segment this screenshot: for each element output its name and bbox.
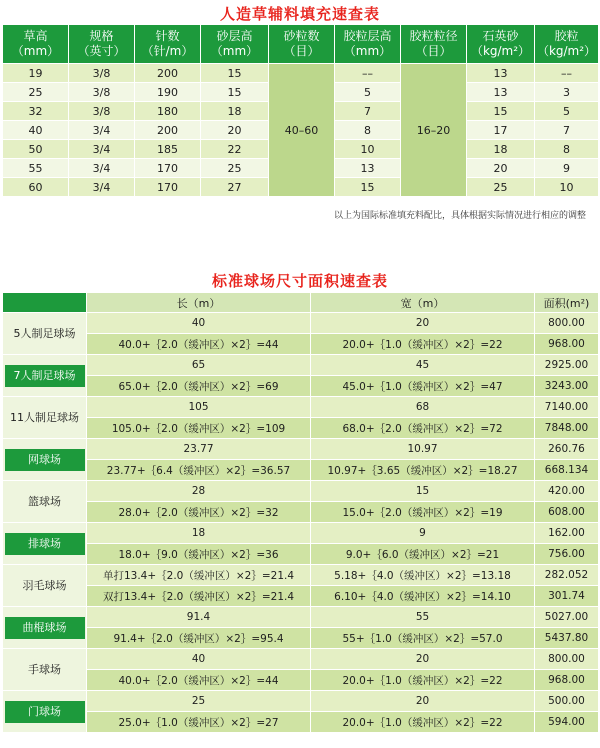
table-row — [3, 523, 599, 544]
court-name-cell — [3, 607, 87, 649]
court-name: 5人制足球场 — [13, 326, 76, 340]
header-rubber-height: 胶粒层高 （mm） — [335, 25, 401, 64]
table-row — [3, 439, 599, 460]
cell: 15 — [311, 481, 535, 502]
cell: 25 — [467, 178, 535, 197]
table-row — [3, 607, 599, 628]
cell: 20.0+｛1.0（缓冲区）×2｝=22 — [311, 334, 535, 355]
cell: 40.0+｛2.0（缓冲区）×2｝=44 — [87, 670, 311, 691]
cell: 27 — [201, 178, 269, 197]
cell: 55 — [3, 159, 69, 178]
cell: 91.4+｛2.0（缓冲区）×2｝=95.4 — [87, 628, 311, 649]
cell: 7 — [535, 121, 599, 140]
cell: 185 — [135, 140, 201, 159]
cell: 282.052 — [535, 565, 599, 586]
table-row — [3, 334, 599, 355]
cell: 3/4 — [69, 159, 135, 178]
court-name: 排球场 — [5, 533, 85, 555]
table-row — [3, 670, 599, 691]
table-row — [3, 313, 599, 334]
cell: 10.97 — [311, 439, 535, 460]
cell: 20.0+｛1.0（缓冲区）×2｝=22 — [311, 712, 535, 733]
cell: 双打13.4+｛2.0（缓冲区）×2｝=21.4 — [87, 586, 311, 607]
table-row — [3, 481, 599, 502]
header-grass-height: 草高 （mm） — [3, 25, 69, 64]
cell: 9 — [535, 159, 599, 178]
header-corner — [3, 293, 87, 313]
table-row — [3, 586, 599, 607]
cell: 105.0+｛2.0（缓冲区）×2｝=109 — [87, 418, 311, 439]
header-sand-height: 砂层高 （mm） — [201, 25, 269, 64]
cell: 10.97+｛3.65（缓冲区）×2｝=18.27 — [311, 460, 535, 481]
cell: 20 — [311, 691, 535, 712]
cell: 19 — [3, 64, 69, 83]
cell: 单打13.4+｛2.0（缓冲区）×2｝=21.4 — [87, 565, 311, 586]
rubber-mesh-cell: 16–20 — [401, 64, 467, 197]
court-name-cell — [3, 523, 87, 565]
cell: 7848.00 — [535, 418, 599, 439]
cell: 180 — [135, 102, 201, 121]
table-row — [3, 355, 599, 376]
header-rubber: 胶粒 （kg/m²） — [535, 25, 599, 64]
table-row — [3, 397, 599, 418]
cell: 28.0+｛2.0（缓冲区）×2｝=32 — [87, 502, 311, 523]
table1-note: 以上为国际标准填充料配比，具体根据实际情况进行相应的调整 — [333, 211, 586, 221]
court-name: 7人制足球场 — [5, 365, 85, 387]
cell: 15 — [335, 178, 401, 197]
cell: 608.00 — [535, 502, 599, 523]
cell: 200 — [135, 64, 201, 83]
cell: 18 — [201, 102, 269, 121]
cell: 5027.00 — [535, 607, 599, 628]
court-name-cell — [3, 313, 87, 355]
court-name-cell — [3, 355, 87, 397]
cell: 68.0+｛2.0（缓冲区）×2｝=72 — [311, 418, 535, 439]
table-row — [3, 418, 599, 439]
court-name: 手球场 — [28, 662, 61, 676]
court-name: 网球场 — [5, 449, 85, 471]
table-row — [3, 64, 599, 83]
cell: 3/8 — [69, 83, 135, 102]
cell: 65 — [87, 355, 311, 376]
cell: 15 — [201, 64, 269, 83]
cell: 20 — [467, 159, 535, 178]
court-name-cell — [3, 565, 87, 607]
header-area: 面积(m²) — [535, 293, 599, 313]
cell: 22 — [201, 140, 269, 159]
cell: 260.76 — [535, 439, 599, 460]
cell: 7 — [335, 102, 401, 121]
cell: 45.0+｛1.0（缓冲区）×2｝=47 — [311, 376, 535, 397]
cell: 18.0+｛9.0（缓冲区）×2｝=36 — [87, 544, 311, 565]
cell: 170 — [135, 159, 201, 178]
cell: 25 — [201, 159, 269, 178]
header-sand-mesh: 砂粒数 （目） — [269, 25, 335, 64]
cell: 55 — [311, 607, 535, 628]
court-name: 羽毛球场 — [22, 578, 67, 592]
cell: 3/8 — [69, 102, 135, 121]
table-row — [3, 628, 599, 649]
cell: 800.00 — [535, 649, 599, 670]
table2-header-row — [3, 293, 599, 313]
cell: 13 — [335, 159, 401, 178]
header-spec: 规格 （英寸） — [69, 25, 135, 64]
court-name: 11人制足球场 — [10, 410, 79, 424]
cell: 3/8 — [69, 64, 135, 83]
cell: 10 — [335, 140, 401, 159]
cell: 200 — [135, 121, 201, 140]
cell: 23.77 — [87, 439, 311, 460]
cell: 32 — [3, 102, 69, 121]
cell: 5 — [535, 102, 599, 121]
cell: 594.00 — [535, 712, 599, 733]
cell: 5 — [335, 83, 401, 102]
cell: 18 — [467, 140, 535, 159]
cell: 60 — [3, 178, 69, 197]
table-row — [3, 649, 599, 670]
cell: 9.0+｛6.0（缓冲区）×2｝=21 — [311, 544, 535, 565]
cell: 500.00 — [535, 691, 599, 712]
cell: 9 — [311, 523, 535, 544]
court-name: 篮球场 — [28, 494, 61, 508]
cell: 45 — [311, 355, 535, 376]
cell: 65.0+｛2.0（缓冲区）×2｝=69 — [87, 376, 311, 397]
cell: 301.74 — [535, 586, 599, 607]
cell: 668.134 — [535, 460, 599, 481]
cell: 15 — [467, 102, 535, 121]
cell: 968.00 — [535, 334, 599, 355]
cell: 20 — [311, 313, 535, 334]
cell: 18 — [87, 523, 311, 544]
cell: 756.00 — [535, 544, 599, 565]
cell: 3/4 — [69, 178, 135, 197]
court-name-cell — [3, 481, 87, 523]
court-name-cell — [3, 649, 87, 691]
cell: 6.10+｛4.0（缓冲区）×2｝=14.10 — [311, 586, 535, 607]
cell: 17 — [467, 121, 535, 140]
header-length: 长（m） — [87, 293, 311, 313]
cell: 190 — [135, 83, 201, 102]
court-name-cell — [3, 439, 87, 481]
cell: 20 — [201, 121, 269, 140]
header-rubber-mesh: 胶粒粒径 （目） — [401, 25, 467, 64]
cell: 3/4 — [69, 121, 135, 140]
header-width: 宽（m） — [311, 293, 535, 313]
sand-mesh-cell: 40–60 — [269, 64, 335, 197]
cell: 91.4 — [87, 607, 311, 628]
cell: 40 — [87, 649, 311, 670]
cell: 68 — [311, 397, 535, 418]
cell: 13 — [467, 64, 535, 83]
court-name-cell — [3, 691, 87, 733]
cell: 162.00 — [535, 523, 599, 544]
cell: 15 — [201, 83, 269, 102]
table1-header-row — [3, 25, 599, 64]
cell: 8 — [335, 121, 401, 140]
cell: 13 — [467, 83, 535, 102]
filling-table — [2, 24, 599, 197]
court-name: 门球场 — [5, 701, 85, 723]
court-size-table — [2, 292, 599, 733]
cell: 25.0+｛1.0（缓冲区）×2｝=27 — [87, 712, 311, 733]
cell: 420.00 — [535, 481, 599, 502]
cell: 5.18+｛4.0（缓冲区）×2｝=13.18 — [311, 565, 535, 586]
cell: 800.00 — [535, 313, 599, 334]
cell: 968.00 — [535, 670, 599, 691]
cell: 25 — [3, 83, 69, 102]
cell: 3 — [535, 83, 599, 102]
cell: –– — [535, 64, 599, 83]
header-stitches: 针数 （针/m） — [135, 25, 201, 64]
cell: 40 — [87, 313, 311, 334]
cell: 40 — [3, 121, 69, 140]
cell: 3/4 — [69, 140, 135, 159]
cell: 40.0+｛2.0（缓冲区）×2｝=44 — [87, 334, 311, 355]
cell: 20 — [311, 649, 535, 670]
table-row — [3, 460, 599, 481]
cell: 105 — [87, 397, 311, 418]
cell: –– — [335, 64, 401, 83]
table-row — [3, 712, 599, 733]
cell: 3243.00 — [535, 376, 599, 397]
table-row — [3, 502, 599, 523]
cell: 170 — [135, 178, 201, 197]
cell: 7140.00 — [535, 397, 599, 418]
cell: 23.77+｛6.4（缓冲区）×2｝=36.57 — [87, 460, 311, 481]
cell: 20.0+｛1.0（缓冲区）×2｝=22 — [311, 670, 535, 691]
court-name-cell — [3, 397, 87, 439]
table-row — [3, 565, 599, 586]
court-name: 曲棍球场 — [5, 617, 85, 639]
cell: 15.0+｛2.0（缓冲区）×2｝=19 — [311, 502, 535, 523]
cell: 5437.80 — [535, 628, 599, 649]
table-row — [3, 544, 599, 565]
table2-title: 标准球场尺寸面积速查表 — [211, 272, 388, 290]
cell: 55+｛1.0（缓冲区）×2｝=57.0 — [311, 628, 535, 649]
header-quartz: 石英砂 （kg/m²） — [467, 25, 535, 64]
table-row — [3, 691, 599, 712]
cell: 28 — [87, 481, 311, 502]
cell: 8 — [535, 140, 599, 159]
cell: 10 — [535, 178, 599, 197]
cell: 25 — [87, 691, 311, 712]
table1-title: 人造草辅料填充速查表 — [219, 5, 380, 23]
cell: 50 — [3, 140, 69, 159]
cell: 2925.00 — [535, 355, 599, 376]
table-row — [3, 376, 599, 397]
